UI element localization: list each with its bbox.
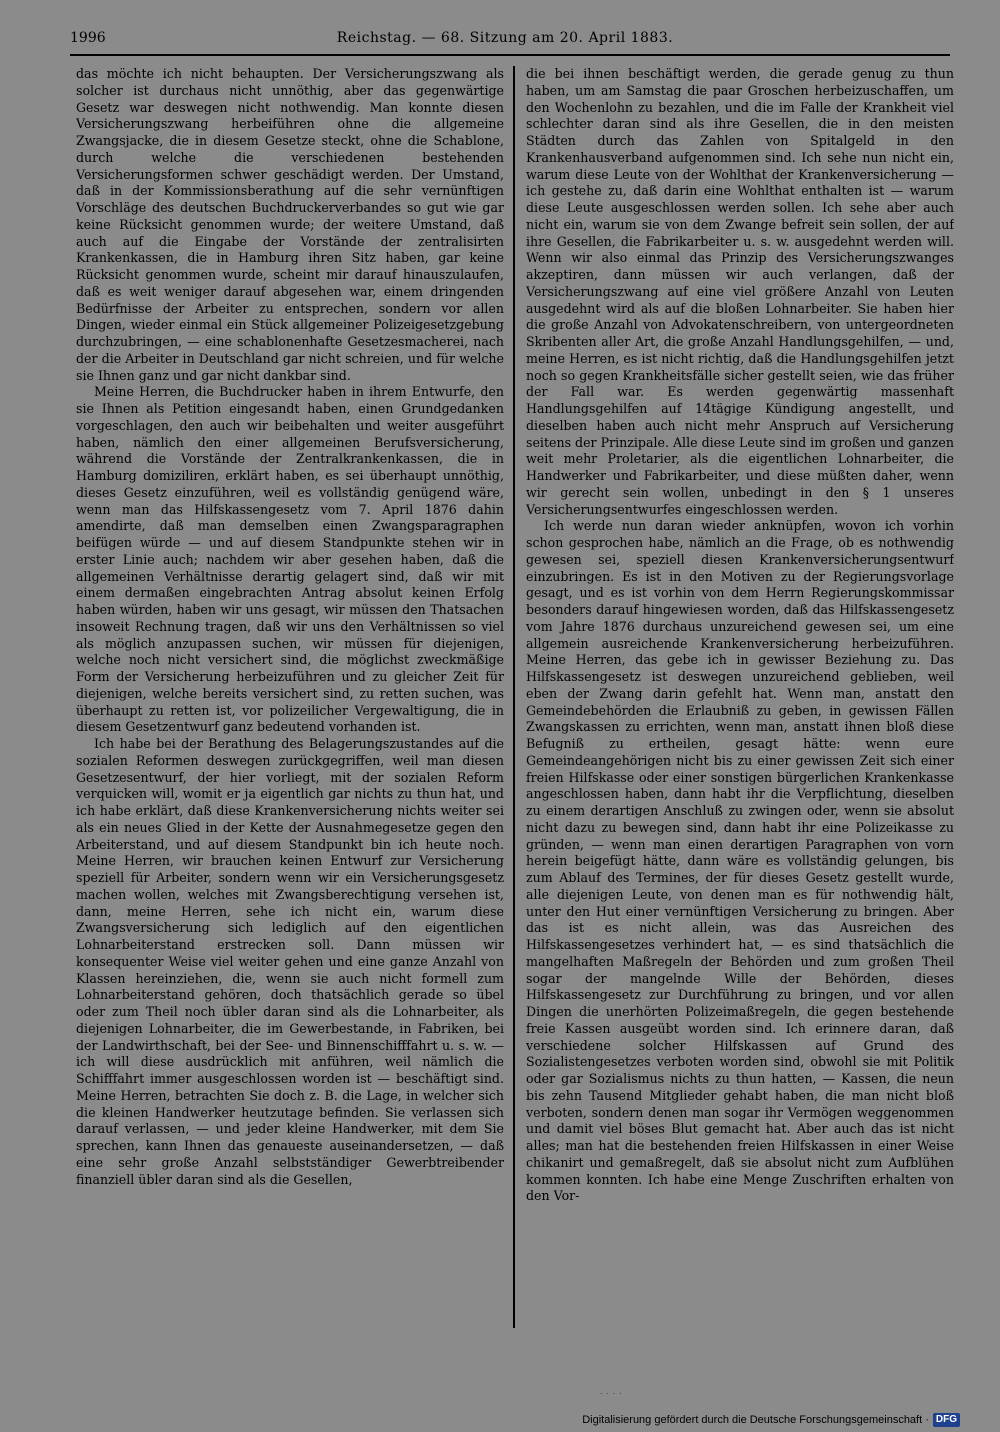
column-divider (513, 66, 515, 1328)
paragraph: Ich werde nun daran wieder anknüpfen, wovon ich vorhin schon gesprochen habe, nämlich an die Frage, ob es nothwendig gewesen sei, speziell diesen Krankenversicherungsentwurf einzubringen. Es ist in den Motiven zu der Regierungsvorlage gesagt, und es ist vorhin von dem Herrn Regierungskommissar besonders darauf hingewiesen worden, daß das Hilfskassengesetz vom Jahre 1876 durchaus unzureichend gewesen sei, um eine allgemein ausreichende Krankenversicherung herbeizuführen. Meine Herren, das gebe ich in gewisser Beziehung zu. Das Hilfskassengesetz ist deswegen unzureichend geblieben, weil eben der Zwang darin gefehlt hat. Wenn man, anstatt den Gemeindebehörden die Erlaubniß zu geben, in gewissen Fällen Zwangskassen zu errichten, wenn man, anstatt ihnen bloß diese Befugniß zu ertheilen, gesagt hätte: wenn eure Gemeindeangehörigen nicht bis zu einer gewissen Zeit sich einer freien Hilfskasse oder einer sonstigen bürgerlichen Krankenkasse angeschlossen haben, dann habt ihr die Verpflichtung, dieselben zu einem derartigen Anschluß zu zwingen oder, wenn sie absolut nicht dazu zu bewegen sind, dann habt ihr eine Polizeikasse zu gründen, — wenn man einen derartigen Paragraphen von vorn herein beigefügt hätte, dann wäre es vollständig gelungen, bis zum Ablauf des Termines, der für dieses Gesetz gestellt wurde, alle diejenigen Leute, von denen man es für nothwendig hält, unter den Hut einer vernünftigen Versicherung zu bringen. Aber das ist es nicht allein, was das Ausreichen des Hilfskassengesetzes verhindert hat, — es sind thatsächlich die mangelhaften Maßregeln der Behörden und zum großen Theil sogar der mangelnde Wille der Behörden, dieses Hilfskassengesetz zur Durchführung zu bringen, und vor allen Dingen die unerhörten Polizeimaßregeln, die gegen bestehende freie Kassen ausgeübt worden sind. Ich erinnere daran, daß verschiedene solcher Hilfskassen auf Grund des Sozialistengesetzes verboten worden sind, obwohl sie mit Politik oder gar Sozialismus nichts zu thun hatten, — Kassen, die neun bis zehn Tausend Mitglieder gehabt haben, die man nicht bloß verboten, sondern denen man sogar ihr Vermögen weggenommen und damit viel böses Blut gemacht hat. Aber auch das ist nicht alles; man hat die bestehenden freien Hilfskassen in einer Weise chikanirt und gemaßregelt, daß sie absolut nicht zum Aufblühen kommen konnten. Ich habe eine Menge Zuschriften erhalten von den Vor- (526, 518, 954, 1204)
paragraph: Meine Herren, die Buchdrucker haben in ihrem Entwurfe, den sie Ihnen als Petition eingesandt haben, einen Grundgedanken vorgeschlagen, den auch wir beibehalten und weiter ausgeführt haben, nämlich den einer allgemeinen Berufsversicherung, während die Vorstände der Zentralkrankenkassen, die in Hamburg domizilirеn, erklärt haben, es sei überhaupt unnöthig, dieses Gesetz einzuführen, weil es vollständig genügend wäre, wenn man das Hilfskassengesetz vom 7. April 1876 dahin amendirte, daß man demselben einen Zwangsparagraphen beifügen würde — und auf diesem Standpunkte stehen wir in erster Linie auch; nachdem wir aber gesehen haben, daß die allgemeinen Verhältnisse derartig gelagert sind, daß wir mit einem dermaßen eingebrachten Antrag absolut keinen Erfolg haben würden, haben wir uns gesagt, wir müssen den Thatsachen insoweit Rechnung tragen, daß wir uns den Verhältnissen so viel als möglich anzupassen suchen, wir müssen für diejenigen, welche noch nicht versichert sind, die möglichst zweckmäßige Form der Versicherung herbeizuführen und zu gleicher Zeit für diejenigen, welche bereits versichert sind, zu retten suchen, was überhaupt zu retten ist, vor polizeilicher Vergewaltigung, die in diesem Gesetzentwurf ganz bedeutend vorhanden ist. (76, 384, 504, 735)
paragraph: das möchte ich nicht behaupten. Der Versicherungszwang als solcher ist durchaus nicht unnöthig, aber das gegenwärtige Gesetz war deswegen nicht nothwendig. Man konnte diesen Versicherungszwang herbeiführen ohne die allgemeine Zwangsjacke, die in diesem Gesetze steckt, ohne die Schablone, durch welche die verschiedenen bestehenden Versicherungsformen schwer geschädigt werden. Der Umstand, daß in der Kommissionsberathung auf die sehr vernünftigen Vorschläge des deutschen Buchdruckerverbandes so gut wie gar keine Rücksicht genommen wurde; der weitere Umstand, daß auch auf die Eingabe der Vorstände der zentralisirten Krankenkassen, die in Hamburg ihren Sitz haben, gar keine Rücksicht genommen wurde, scheint mir darauf hinauszulaufen, daß es weit weniger darauf abgesehen war, einem dringenden Bedürfnisse der Arbeiter zu entsprechen, sondern vor allen Dingen, wieder einmal ein Stück allgemeiner Polizeigesetzgebung durchzubringen, — eine schablonenhafte Gesetzesmacherei, nach der die Arbeiter in Deutschland gar nicht schreien, und für welche sie Ihnen ganz und gar nicht dankbar sind. (76, 66, 504, 383)
right-column (526, 66, 954, 1316)
paragraph: Ich habe bei der Berathung des Belagerungszustandes auf die sozialen Reformen deswegen zurückgegriffen, weil man diesen Gesetzesentwurf, der hier vorliegt, mit der sozialen Reform verquicken will, womit er ja eigentlich gar nichts zu thun hat, und ich habe erklärt, daß diese Krankenversicherung nichts weiter sei als ein neues Glied in der Kette der Ausnahmegesetze gegen den Arbeiterstand, und auf diesem Standpunkt bin ich heute noch. Meine Herren, wir brauchen keinen Entwurf zur Versicherung speziell für Arbeiter, sondern wenn wir ein Versicherungsgesetz machen wollen, welches mit Zwangsberechtigung versehen ist, dann, meine Herren, sehe ich nicht ein, warum diese Zwangsversicherung sich lediglich auf den eigentlichen Lohnarbeiterstand erstrecken soll. Dann müssen wir konsequenter Weise viel weiter gehen und eine ganze Anzahl von Klassen hereinziehen, die, wenn sie auch nicht formell zum Lohnarbeiterstand gehören, doch thatsächlich gerade so übel oder zum Theil noch übler daran sind als die Lohnarbeiter, als diejenigen Lohnarbeiter, die im Gewerbestande, in Fabriken, bei der Landwirthschaft, bei der See- und Binnenschifffahrt u. s. w. — ich will diese ausdrücklich mit anführen, weil nämlich die Schifffahrt immer ausgeschlossen worden ist — beschäftigt sind. Meine Herren, betrachten Sie doch z. B. die Lage, in welcher sich die kleinen Handwerker heutzutage befinden. Sie verlassen sich darauf verlassen, — und jeder kleine Handwerker, mit dem Sie sprechen, kann Ihnen das genaueste auseinandersetzen, — daß eine sehr große Anzahl selbstständiger Gewerbtreibender finanziell übler daran sind als die Gesellen, (76, 736, 504, 1187)
page-header (70, 30, 940, 54)
footer-signature-mark: · · · · (600, 1390, 623, 1398)
header-rule (70, 54, 950, 56)
left-column (76, 66, 504, 1316)
dfg-logo-icon: DFG (933, 1413, 960, 1427)
digitization-credit: Digitalisierung gefördert durch die Deutsche Forschungsgemeinschaft · (582, 1414, 929, 1426)
paragraph: die bei ihnen beschäftigt werden, die gerade genug zu thun haben, um am Samstag die paar Groschen herbeizuschaffen, um den Wochenlohn zu bezahlen, und die im Falle der Krankheit viel schlechter daran sind als ihre Gesellen, die in den meisten Städten durch das Zahlen von Spitalgeld in den Krankenhausverband aufgenommen sind. Ich sehe nun nicht ein, warum diese Leute von der Wohlthat der Krankenversicherung — ich gestehe zu, daß darin eine Wohlthat enthalten ist — warum diese Leute ausgeschlossen werden sollen. Ich sehe aber auch nicht ein, warum sie von dem Zwange befreit sein sollen, der auf ihre Gesellen, die Fabrikarbeiter u. s. w. ausgedehnt werden will. Wenn wir also einmal das Prinzip des Versicherungszwanges akzeptiren, dann müssen wir auch verlangen, daß der Versicherungszwang auf eine viel größere Anzahl von Leuten ausgedehnt wird als auf die bloßen Lohnarbeiter. Sie haben hier die große Anzahl von Advokatenschreibern, von untergeordneten Skribenten aller Art, die große Anzahl Handlungsgehilfen, — und, meine Herren, es ist nicht richtig, daß die Handlungsgehilfen jetzt noch so gegen Krankheitsfälle sicher gestellt seien, wie das früher der Fall war. Es werden gegenwärtig massenhaft Handlungsgehilfen auf 14tägige Kündigung angestellt, und dieselben haben auch nicht mehr Anspruch auf Versicherung seitens der Prinzipale. Alle diese Leute sind im großen und ganzen weit mehr Proletarier, als die eigentlichen Lohnarbeiter, die Handwerker und Fabrikarbeiter, und diese müßten daher, wenn wir gerecht sein wollen, unbedingt in den § 1 unseres Versicherungsentwurfes eingeschlossen werden. (526, 66, 954, 517)
running-title: Reichstag. — 68. Sitzung am 20. April 1883. (336, 30, 674, 46)
footer-credit (582, 1413, 960, 1427)
page-number: 1996 (70, 30, 106, 46)
